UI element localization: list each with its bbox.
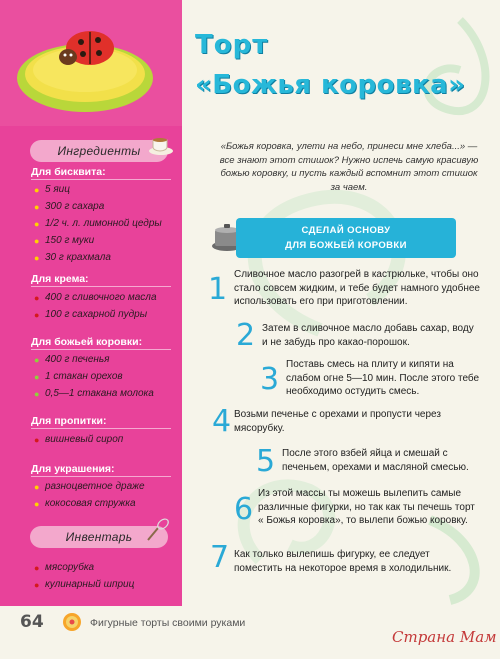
- book-title: Фигурные торты своими руками: [90, 617, 246, 629]
- section-title-soak: Для пропитки:: [31, 415, 107, 427]
- list-item: ● 400 г сливочного масла: [34, 292, 157, 303]
- section-title-cream: Для крема:: [31, 273, 89, 285]
- green-bullet-icon: ●: [34, 388, 40, 399]
- list-item: ● 400 г печенья: [34, 354, 110, 365]
- cake-logo-icon: [62, 612, 82, 632]
- intro-text: «Божья коровка, улети на небо, принеси мне хлеба...» — все знают этот стишок? Нужно испечь самую красивую божью коровку, и пусть каждый вспомнит этот стишок за чаем.: [219, 141, 479, 193]
- section-title-decoration: Для украшения:: [31, 463, 115, 475]
- green-bullet-icon: ●: [34, 354, 40, 365]
- step-text: Затем в сливочное масло добавь сахар, воду и не забудь про какао-порошок.: [262, 323, 474, 348]
- section-title-ladybug: Для божьей коровки:: [31, 336, 143, 348]
- yellow-bullet-icon: ●: [34, 201, 40, 212]
- red-bullet-icon: ●: [34, 292, 40, 303]
- list-item: ● разноцветное драже: [34, 481, 145, 492]
- yellow-bullet-icon: ●: [34, 218, 40, 229]
- banner-line1: СДЕЛАЙ ОСНОВУ: [301, 225, 391, 236]
- list-item: ● вишневый сироп: [34, 434, 124, 445]
- list-item: ● кокосовая стружка: [34, 498, 136, 509]
- cup-icon: [148, 134, 174, 156]
- ingredients-heading: Ингредиенты: [30, 140, 168, 162]
- yellow-bullet-icon: ●: [34, 235, 40, 246]
- section-divider: [31, 286, 171, 287]
- section-banner: [236, 218, 456, 258]
- yellow-bullet-icon: ●: [34, 498, 40, 509]
- list-item: ● 30 г крахмала: [34, 252, 111, 263]
- step-number: 1: [208, 272, 228, 307]
- perforated-edge: [178, 0, 190, 606]
- list-item: ● 1 стакан орехов: [34, 371, 123, 382]
- green-bullet-icon: ●: [34, 371, 40, 382]
- whisk-icon: [144, 516, 172, 544]
- list-item: ● 0,5—1 стакана молока: [34, 388, 154, 399]
- section-divider: [31, 428, 171, 429]
- list-item: ● мясорубка: [34, 562, 95, 573]
- list-item: ● 1/2 ч. л. лимонной цедры: [34, 218, 162, 229]
- yellow-bullet-icon: ●: [34, 184, 40, 195]
- step-text: Возьми печенье с орехами и пропусти через мясорубку.: [234, 409, 441, 434]
- page-title-line2: «Божья коровка»: [195, 70, 466, 100]
- step-number: 7: [210, 540, 230, 575]
- list-item: ● 100 г сахарной пудры: [34, 309, 148, 320]
- section-title-sponge: Для бисквита:: [31, 166, 106, 178]
- step-number: 6: [234, 492, 254, 527]
- step-number: 5: [256, 444, 276, 479]
- list-item: ● кулинарный шприц: [34, 579, 135, 590]
- section-divider: [31, 179, 171, 180]
- page-title-line1: Торт: [195, 30, 269, 60]
- list-item: ● 300 г сахара: [34, 201, 105, 212]
- step-number: 3: [260, 362, 280, 397]
- ladybug-cake-illustration: [10, 12, 160, 120]
- yellow-bullet-icon: ●: [34, 252, 40, 263]
- section-divider: [31, 349, 171, 350]
- step-number: 2: [236, 318, 256, 353]
- yellow-bullet-icon: ●: [34, 481, 40, 492]
- red-bullet-icon: ●: [34, 579, 40, 590]
- page-number: 64: [20, 612, 44, 632]
- step-text: Из этой массы ты можешь вылепить самые различные фигурки, но так как ты печешь торт « Божья коровка», то вылепи божью коровку.: [258, 488, 475, 526]
- step-text: После этого взбей яйца и смешай с печеньем, орехами и масляной смесью.: [282, 448, 469, 473]
- list-item: ● 5 яиц: [34, 184, 70, 195]
- section-divider: [31, 476, 171, 477]
- list-item: ● 150 г муки: [34, 235, 95, 246]
- step-text: Сливочное масло разогрей в кастрюльке, чтобы оно стало совсем жидким, и тебе будет намного удобнее использовать его при приготовлении.: [234, 269, 480, 307]
- red-bullet-icon: ●: [34, 309, 40, 320]
- inventory-heading: Инвентарь: [30, 526, 168, 548]
- step-text: Как только вылепишь фигурку, ее следует поместить на некоторое время в холодильник.: [234, 549, 452, 574]
- step-text: Поставь смесь на плиту и кипяти на слабом огне 5—10 мин. После этого тебе необходимо остудить смесь.: [286, 359, 480, 397]
- site-watermark: Страна Мам: [392, 628, 497, 646]
- banner-line2: ДЛЯ БОЖЬЕЙ КОРОВКИ: [285, 240, 407, 251]
- step-number: 4: [212, 404, 232, 439]
- red-bullet-icon: ●: [34, 434, 40, 445]
- red-bullet-icon: ●: [34, 562, 40, 573]
